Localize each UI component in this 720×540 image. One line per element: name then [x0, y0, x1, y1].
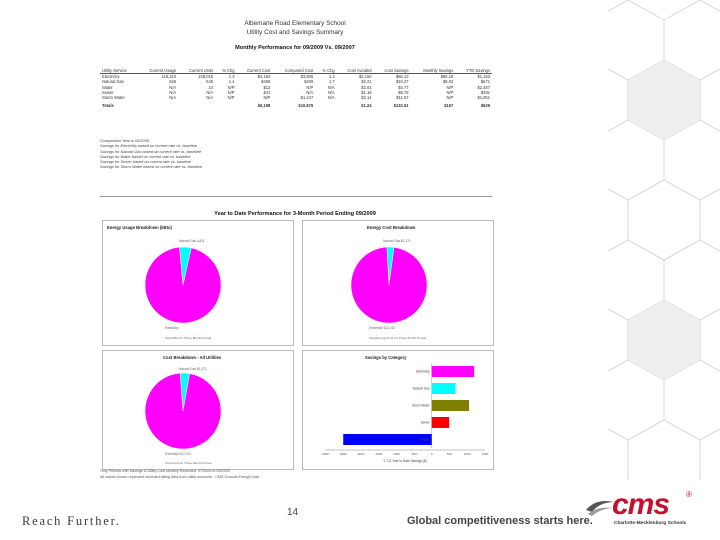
table-cell: N/P — [227, 89, 235, 95]
savings-by-category-panel — [302, 350, 494, 470]
table-cell: 1.3 — [228, 74, 235, 80]
x-tick-label: -1500 — [374, 452, 383, 456]
cost-breakdown-title: Cost Breakdown - All Utilities — [163, 355, 222, 360]
energy-cost-top-label: Natural Gas $1,371 — [383, 239, 411, 243]
table-header-cell: YTD Savings — [455, 68, 492, 74]
table-cell: 526 — [169, 79, 177, 85]
table-cell: $409 — [304, 79, 314, 85]
bar-category-label: Electricity — [416, 369, 430, 374]
bar-category-label: Water — [421, 437, 430, 442]
table-cell: 108,015 — [198, 74, 214, 80]
table-header-cell: Cost Savings — [374, 68, 411, 74]
table-cell: N/P — [446, 95, 454, 101]
x-tick-label: -500 — [410, 452, 417, 456]
table-cell: $41 — [263, 89, 271, 95]
table-cell: $2.21 — [361, 79, 372, 85]
table-cell: N/A — [306, 89, 314, 95]
bar-storm-water — [432, 400, 469, 411]
table-cell: Storm Water — [102, 95, 125, 101]
table-cell: $4.77 — [398, 84, 409, 90]
x-tick-label: -3000 — [321, 452, 329, 456]
energy-usage-title: Energy Usage Breakdown (kBtu) — [107, 225, 172, 230]
ytd-performance-heading: Year to Date Performance for 3-Month Period Ending 09/2009 — [214, 211, 376, 217]
table-cell: $1,247 — [300, 95, 314, 101]
table-cell: $2.04 — [361, 84, 372, 90]
table-header-cell: Current Cost — [237, 68, 273, 74]
cms-logo-text: cms — [612, 488, 670, 521]
x-tick-label: 1000 — [463, 452, 471, 456]
table-header-cell: % Chg — [215, 68, 236, 74]
table-cell: N/A — [206, 89, 214, 95]
decorative-hexagon-pattern — [608, 0, 720, 480]
table-cell: $13 — [263, 84, 271, 90]
slogan: Global competitiveness starts here. — [407, 515, 593, 527]
comparison-notes — [100, 138, 202, 170]
cost-breakdown-note: Total Cost for Three Month Period — [165, 461, 212, 465]
section-divider — [100, 196, 492, 197]
energy-usage-panel — [102, 220, 294, 346]
totals-row — [100, 100, 492, 108]
bar-category-label: Storm Water — [411, 403, 430, 408]
bar-chart-title: Savings by Category — [365, 355, 407, 360]
table-cell: Sewer — [102, 89, 114, 95]
energy-cost-panel — [302, 220, 494, 346]
savings-by-category-bar-chart — [303, 351, 493, 469]
table-cell: N/A — [327, 95, 335, 101]
energy-cost-title: Energy Cost Breakdown — [367, 225, 416, 230]
table-cell: $167 — [444, 103, 454, 109]
table-cell: $10,676 — [298, 103, 314, 109]
x-tick-label: -2000 — [356, 452, 365, 456]
table-cell: N/P — [227, 84, 235, 90]
table-cell: $86.19 — [440, 74, 454, 80]
energy-usage-top-label: Natural Gas 4,811 — [179, 239, 205, 243]
table-cell — [315, 100, 336, 108]
bar-sewer — [432, 417, 449, 428]
bar-natural-gas — [432, 383, 456, 394]
table-cell: $1,051 — [477, 95, 490, 101]
table-cell: N/P — [227, 95, 235, 101]
table-cell: N/A — [206, 95, 214, 101]
table-cell: 545 — [206, 79, 214, 85]
table-cell: $629 — [480, 103, 490, 109]
table-cell: 1.7 — [328, 79, 335, 85]
table-cell: $8.02 — [443, 79, 454, 85]
table-header-cell: Monthly Savings — [411, 68, 456, 74]
table-cell: N/P — [263, 95, 271, 101]
comparison-note: Savings for Sewer based on current rate vs. baseline — [100, 159, 192, 165]
table-cell — [215, 100, 236, 108]
comparison-note: Savings for Storm Water based on current rate vs. baseline — [100, 164, 202, 170]
monthly-performance-table — [100, 68, 492, 108]
table-cell: 118,310 — [161, 74, 177, 80]
x-tick-label: -2500 — [338, 452, 347, 456]
table-cell: $6,198 — [257, 103, 271, 109]
table-cell: $11.57 — [396, 95, 409, 101]
cms-logo-subtitle: Charlotte-Mecklenburg Schools — [614, 521, 687, 526]
monthly-performance-heading: Monthly Performance for 09/2009 Vs. 09/2007 — [235, 45, 355, 51]
table-cell: $491 — [480, 89, 490, 95]
table-cell: $1.18 — [361, 89, 372, 95]
energy-usage-note: Total kBtu for Three Month Period — [165, 336, 212, 340]
table-cell: 1.4 — [228, 79, 235, 85]
table-cell: $2.14 — [361, 95, 372, 101]
cost-breakdown-top-label: Natural Gas $1,371 — [179, 367, 207, 371]
table-cell: N/P — [446, 84, 454, 90]
table-cell: $1,193 — [477, 74, 490, 80]
comparison-note: Comparison Year is 09/2006 — [100, 138, 150, 143]
energy-cost-bottom-label: Electricity $12,013 — [369, 326, 396, 330]
table-cell: 10 — [208, 84, 214, 90]
footnote: All values shown represent recorded billing data from utility accounts - CMS Schools Energy Data — [100, 475, 260, 479]
table-cell: 1.3 — [328, 74, 335, 80]
footnote: Only Periods with Savings & Utility Cost Monthly Recorded: 07/2009 to 09/2009 — [100, 469, 230, 473]
table-header-cell: % Chg — [315, 68, 336, 74]
table-header-cell: Utility Service — [100, 68, 138, 74]
reach-further-tagline: Reach Further. — [22, 514, 121, 528]
table-cell: Water — [102, 84, 113, 90]
table-cell: N/A — [327, 84, 335, 90]
table-cell — [178, 100, 215, 108]
x-tick-label: -1000 — [392, 452, 400, 456]
table-header-cell: Current Usage — [138, 68, 178, 74]
table-cell — [138, 100, 178, 108]
table-cell: $132.61 — [393, 103, 409, 109]
x-axis-label: Y-T-D Year to Date Savings ($) — [383, 459, 427, 463]
table-cell: $671 — [480, 79, 490, 85]
bar-water — [343, 434, 431, 445]
table-cell: $10.27 — [395, 79, 409, 85]
comparison-note: Savings for Water based on current rate vs. baseline — [100, 153, 191, 159]
table-cell: Natural Gas — [102, 79, 124, 85]
x-tick-label: 1500 — [481, 452, 489, 456]
table-header-cell: Current Units — [178, 68, 215, 74]
table-cell: N/A — [169, 95, 177, 101]
cms-logo — [584, 488, 716, 540]
comparison-note: Savings for Electricity based on current rate vs. baseline — [100, 143, 197, 149]
table-cell: N/A — [169, 89, 177, 95]
table-cell: $2,487 — [477, 84, 490, 90]
table-cell: $86.13 — [395, 74, 409, 80]
table-cell: Totals — [102, 103, 114, 109]
table-cell: Electricity — [102, 74, 120, 80]
table-header-cell: Compared Cost — [272, 68, 315, 74]
report-title: Albemarle Road Elementary School — [244, 20, 346, 27]
x-tick-label: 500 — [446, 452, 452, 456]
table-cell: $1.24 — [361, 103, 372, 109]
table-cell: $8.78 — [398, 89, 409, 95]
bar-electricity — [432, 366, 474, 377]
table-cell: N/A — [169, 84, 177, 90]
table-cell: N/A — [327, 89, 335, 95]
energy-usage-bottom-label: Electricity — [165, 326, 179, 330]
energy-cost-note: Total Energy Cost for Three Month Period — [369, 336, 427, 340]
table-cell: $3,806 — [300, 74, 314, 80]
report-subtitle: Utility Cost and Savings Summary — [246, 29, 344, 36]
bar-category-label: Natural Gas — [412, 386, 430, 391]
cost-breakdown-bottom-label: Electricity $12,013 — [165, 452, 192, 456]
table-cell: N/P — [306, 84, 314, 90]
bar-category-label: Sewer — [420, 420, 430, 425]
table-cell: $4,154 — [257, 74, 271, 80]
x-tick-label: 0 — [430, 452, 433, 456]
table-header-cell: Cost Avoided — [337, 68, 374, 74]
comparison-note: Savings for Natural Gas based on current rate vs. baseline — [100, 148, 201, 154]
utility-report-page — [94, 14, 496, 480]
table-cell: $406 — [261, 79, 271, 85]
page-number: 14 — [287, 507, 299, 518]
table-cell: N/P — [446, 89, 454, 95]
table-cell: $3,150 — [359, 74, 372, 80]
cost-breakdown-panel — [102, 350, 294, 470]
cms-registered-mark: ® — [686, 490, 692, 499]
